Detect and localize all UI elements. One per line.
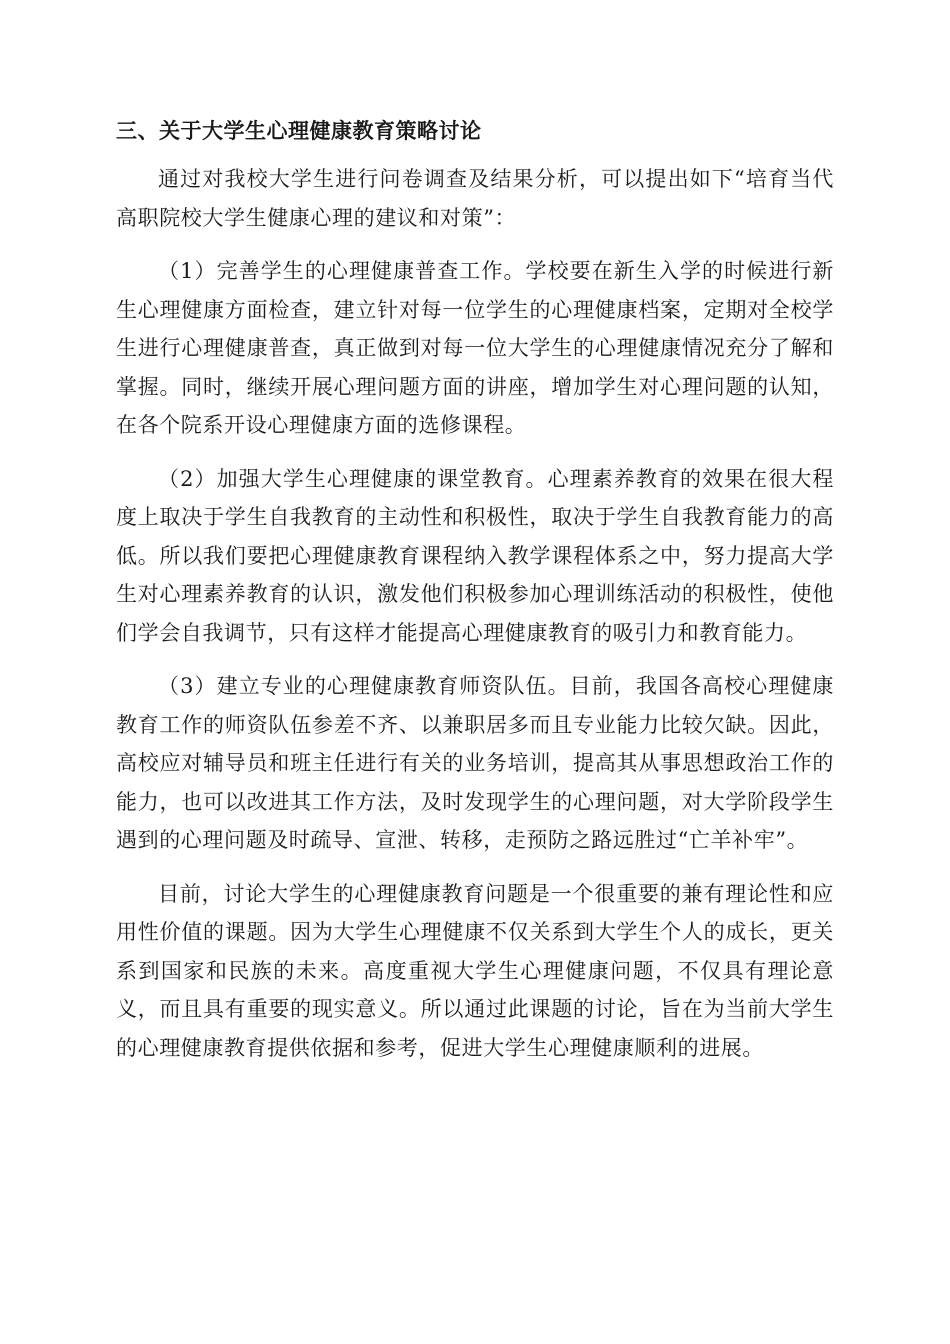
strategy-2-paragraph: （2）加强大学生心理健康的课堂教育。心理素养教育的效果在很大程度上取决于学生自我教育的主动性和积极性，取决于学生自我教育能力的高低。所以我们要把心理健康教育课程纳入教学课程体系之中，努力提高大学生对心理素养教育的认识，激发他们积极参加心理训练活动的积极性，使他们学会自我调节，只有这样才能提高心理健康教育的吸引力和教育能力。 — [116, 466, 834, 645]
strategy-3-paragraph: （3）建立专业的心理健康教育师资队伍。目前，我国各高校心理健康教育工作的师资队伍参差不齐、以兼职居多而且专业能力比较欠缺。因此，高校应对辅导员和班主任进行有关的业务培训，提高其从事思想政治工作的能力，也可以改进其工作方法，及时发现学生的心理问题，对大学阶段学生遇到的心理问题及时疏导、宣泄、转移，走预防之路远胜过“亡羊补牢”。 — [116, 674, 834, 852]
conclusion-paragraph: 目前，讨论大学生的心理健康教育问题是一个很重要的兼有理论性和应用性价值的课题。因为大学生心理健康不仅关系到大学生个人的成长，更关系到国家和民族的未来。高度重视大学生心理健康问题，不仅具有理论意义，而且具有重要的现实意义。所以通过此课题的讨论，旨在为当前大学生的心理健康教育提供依据和参考，促进大学生心理健康顺利的进展。 — [116, 881, 834, 1060]
document-page — [116, 112, 834, 1082]
strategy-1-paragraph: （1）完善学生的心理健康普查工作。学校要在新生入学的时候进行新生心理健康方面检查，建立针对每一位学生的心理健康档案，定期对全校学生进行心理健康普查，真正做到对每一位大学生的心理健康情况充分了解和掌握。同时，继续开展心理问题方面的讲座，增加学生对心理问题的认知，在各个院系开设心理健康方面的选修课程。 — [116, 259, 834, 437]
section-heading: 三、关于大学生心理健康教育策略讨论 — [116, 119, 482, 143]
intro-paragraph: 通过对我校大学生进行问卷调查及结果分析，可以提出如下“培育当代高职院校大学生健康心理的建议和对策”： — [116, 167, 834, 230]
